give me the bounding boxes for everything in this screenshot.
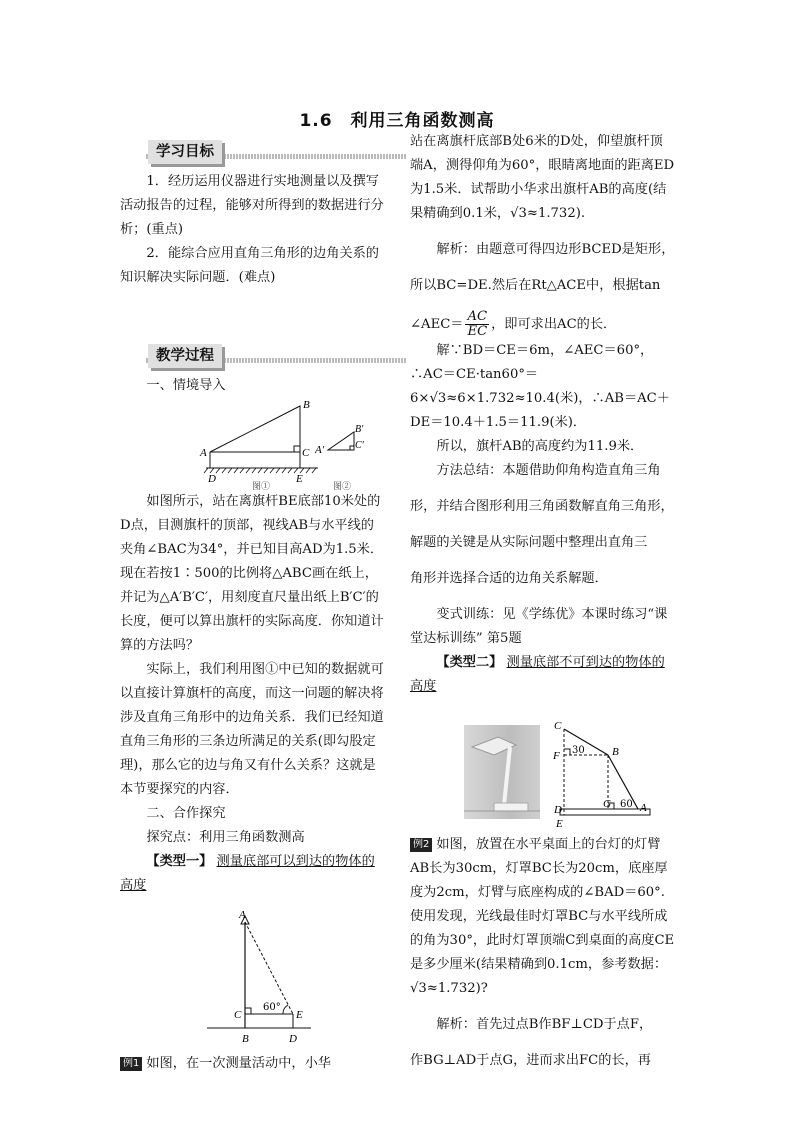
tan-expression: ∠AEC＝ — [410, 317, 464, 332]
lamp-photo — [464, 725, 540, 819]
solution-1: 解∵BD＝CE＝6m，∠AEC＝60°，∴AC＝CE·tan60°＝6×√3≈6×1.732≈10.4(米)，∴AB＝AC＋DE＝10.4＋1.5＝11.9(米)． — [410, 343, 670, 430]
example-badge: 例2 — [410, 838, 432, 852]
label-b: B — [303, 399, 310, 411]
lampshade-bc — [564, 729, 608, 755]
angle-label: 60° — [263, 1002, 281, 1013]
left-column — [120, 140, 386, 1076]
goal-1: 1．经历运用仪器进行实地测量以及撰写活动报告的过程，能够对所得到的数据进行分析；(重点) — [120, 174, 384, 237]
example-2 — [410, 833, 676, 1001]
type-2-tag: 【类型二】 — [436, 655, 503, 670]
angle-60: 60 — [620, 799, 633, 810]
caption-fig2: 图② — [333, 482, 352, 492]
figure-lamp-area — [410, 720, 676, 830]
variant-training: 变式训练：见《学练优》本课时练习“课堂达标训练” 第5题 — [410, 607, 668, 646]
page-title: 1.6 利用三角函数测高 — [299, 111, 495, 131]
section-heading-intro: 一、情境导入 — [146, 378, 226, 393]
example-1-text: 如图，在一次测量活动中，小华 — [146, 1056, 331, 1071]
analysis-2-line-1: 解析：首先过点B作BF⊥CD于点F， — [436, 1017, 653, 1032]
type-1-tag: 【类型一】 — [146, 854, 213, 869]
method-summary-3: 解题的关键是从实际问题中整理出直角三 — [410, 535, 648, 550]
analysis-1-tail: ，即可求出AC的长． — [491, 317, 617, 332]
label-a: A — [640, 802, 647, 814]
section-heading-explore: 二、合作探究 — [146, 806, 226, 821]
intro-paragraph-1: 如图所示，站在离旗杆BE底部10米处的D点，目测旗杆的顶部，视线AB与水平线的夹角∠BAC为34°，并已知目高AD为1.5米．现在若按1∶500的比例将△ABC画在纸上，并记为△A′B′C′，用刻度直尺量出纸上B′C′的长度，便可以算出旗杆的实际高度．你知道计算的方法吗？ — [120, 494, 384, 653]
method-summary-2: 形，并结合图形利用三角函数解直角三角形， — [410, 499, 674, 514]
figure-lamp-diagram — [546, 719, 666, 831]
right-angle-mark — [294, 446, 300, 452]
label-c: C — [554, 720, 562, 732]
banner-label: 学习目标 — [148, 140, 222, 164]
example-2-text: 如图，放置在水平桌面上的台灯的灯臂AB长为30cm，灯罩BC长为20cm，底座厚度为2cm，灯臂与底座构成的∠BAD＝60°.使用发现，光线最佳时灯罩BC与水平线所成的角为30°，此时灯罩顶端C到桌面的高度CE是多少厘米(结果精确到0.1cm，参考数据：√3≈1.732)? — [410, 837, 675, 996]
analysis-2-line-2: 作BG⊥AD于点G，进而求出FC的长，再 — [410, 1053, 651, 1068]
lamp-silhouette — [464, 725, 540, 819]
label-d: D — [289, 1033, 297, 1045]
label-a: A — [239, 909, 246, 921]
type-2-title: 测量底部不可到达的物体的高度 — [410, 655, 665, 694]
figure-example-1 — [193, 906, 313, 1048]
type-1-title: 测量底部可以到达的物体的高度 — [120, 854, 375, 893]
example-1-cont-text: 站在离旗杆底部B处6米的D处，仰望旗杆顶端A，测得仰角为60°，眼睛离地面的距离ED为1.5米．试帮助小华求出旗杆AB的高度(结果精确到0.1米， — [410, 134, 675, 221]
method-summary-1: 方法总结：本题借助仰角构造直角三角 — [436, 463, 661, 478]
right-angle-mark — [245, 1008, 251, 1014]
banner-label: 教学过程 — [148, 344, 222, 368]
example-1-sqrt: √3≈1.732). — [510, 206, 586, 221]
angle-30: 30 — [572, 745, 585, 756]
example-1-continued — [410, 130, 676, 226]
explore-point: 探究点：利用三角函数测高 — [146, 830, 305, 845]
label-d: D — [208, 473, 216, 485]
fraction-numerator: AC — [467, 309, 488, 324]
sight-line — [245, 922, 293, 1014]
label-a: A — [200, 447, 207, 459]
analysis-1-line-1: 解析：由题意可得四边形BCED是矩形， — [436, 242, 675, 257]
caption-fig1: 图① — [252, 482, 271, 492]
label-e: E — [556, 818, 563, 830]
method-summary-4: 角形并选择合适的边角关系解题． — [410, 571, 608, 586]
intro-paragraph-2: 实际上，我们利用图①中已知的数据就可以直接计算旗杆的高度，而这一问题的解决将涉及直角三角形中的边角关系．我们已经知道直角三角形的三条边所满足的关系(即勾股定理)，那么它的边与角又有什么关系？这就是本节要探究的内容． — [120, 662, 384, 797]
analysis-1-line-2: 所以BC=DE.然后在Rt△ACE中，根据tan — [410, 278, 661, 293]
label-g: G — [603, 798, 611, 810]
fraction-denominator: EC — [467, 324, 488, 339]
label-b-prime: B′ — [355, 424, 364, 435]
label-f: F — [553, 750, 560, 762]
label-d: D — [554, 804, 562, 816]
analysis-1-line-3 — [410, 310, 676, 339]
type-1-heading — [120, 850, 386, 898]
triangle-abc — [210, 406, 300, 452]
right-angle-mark-small — [350, 446, 354, 450]
angle-arc — [283, 1005, 288, 1014]
figure-flagpole-triangles — [148, 398, 364, 492]
example-badge: 例1 — [120, 1057, 142, 1071]
right-column — [410, 130, 676, 1073]
right-angle-f — [564, 749, 570, 755]
label-c: C — [234, 1009, 242, 1021]
fraction-ac-ec — [465, 310, 489, 339]
goal-2: 2．能综合应用直角三角形的边角关系的知识解决实际问题．(难点) — [120, 246, 379, 285]
type-2-heading — [410, 651, 676, 699]
label-c: C — [302, 447, 310, 459]
example-1-start — [120, 1052, 386, 1076]
section-banner-goals — [120, 140, 386, 164]
label-a-prime: A′ — [315, 444, 325, 456]
label-c-prime: C′ — [355, 440, 364, 451]
label-e: E — [296, 473, 303, 485]
label-b: B — [612, 746, 619, 758]
section-banner-process — [120, 344, 386, 368]
label-b: B — [242, 1033, 249, 1045]
solution-1-conclusion: 所以，旗杆AB的高度约为11.9米． — [436, 439, 644, 454]
label-e: E — [296, 1009, 303, 1021]
